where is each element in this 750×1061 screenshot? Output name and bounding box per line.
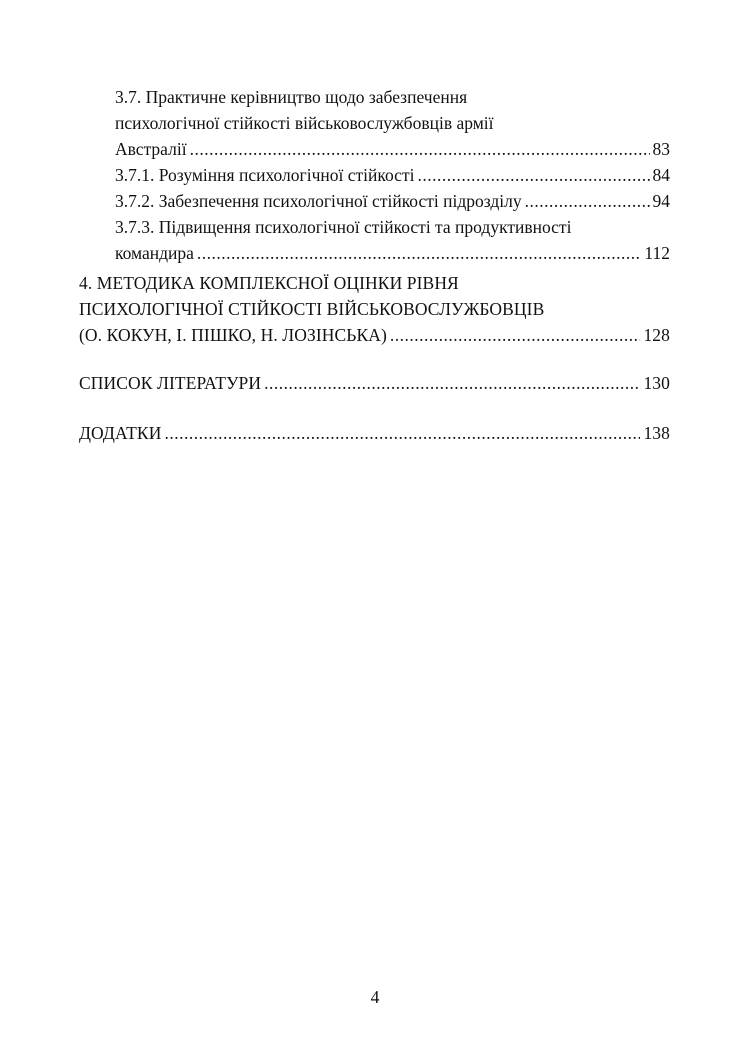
toc-entry-references <box>79 370 670 396</box>
dot-leader <box>525 188 650 214</box>
toc-entry-text: 4. МЕТОДИКА КОМПЛЕКСНОЇ ОЦІНКИ РІВНЯ <box>79 273 459 293</box>
toc-entry-text: 3.7.1. Розуміння психологічної стійкості <box>115 165 415 185</box>
dot-leader <box>390 322 641 348</box>
toc-entry-text: командира <box>115 243 194 263</box>
toc-entry-3-7-3-line-2 <box>79 240 670 266</box>
toc-entry-text: ПСИХОЛОГІЧНОЇ СТІЙКОСТІ ВІЙСЬКОВОСЛУЖБОВЦІВ <box>79 299 545 319</box>
toc-entry-4-line-2 <box>79 296 670 322</box>
toc-page-number: 128 <box>643 325 670 345</box>
dot-leader <box>197 240 641 266</box>
page-number: 4 <box>370 987 380 1007</box>
toc-entry-3-7-line-3 <box>79 136 670 162</box>
toc-entry-3-7-line-1 <box>79 84 670 110</box>
toc-entry-3-7-3-line-1 <box>79 214 670 240</box>
toc-entry-text: 3.7.2. Забезпечення психологічної стійкості підрозділу <box>115 191 522 211</box>
toc-entry-3-7-1 <box>79 162 670 188</box>
toc-entry-text: (О. КОКУН, І. ПІШКО, Н. ЛОЗІНСЬКА) <box>79 325 387 345</box>
toc-page-number: 94 <box>652 191 670 211</box>
dot-leader <box>417 162 649 188</box>
dot-leader <box>164 420 640 446</box>
toc-entry-text: 3.7.3. Підвищення психологічної стійкості та продуктивності <box>115 217 572 237</box>
toc-entry-text: Австралії <box>115 139 187 159</box>
dot-leader <box>264 370 640 396</box>
toc-entry-3-7-line-2 <box>79 110 670 136</box>
toc-entry-text: 3.7. Практичне керівництво щодо забезпечення <box>115 87 468 107</box>
toc-entry-text: ДОДАТКИ <box>79 423 162 443</box>
toc-page-number: 83 <box>652 139 670 159</box>
toc-page-number: 130 <box>643 373 670 393</box>
toc-entry-text: психологічної стійкості військовослужбовців армії <box>115 113 494 133</box>
toc-entry-4-line-3 <box>79 322 670 348</box>
dot-leader <box>190 136 650 162</box>
toc-entry-4-line-1 <box>79 270 670 296</box>
toc-page-number: 84 <box>652 165 670 185</box>
toc-page-number: 112 <box>644 243 670 263</box>
toc-entry-appendices <box>79 420 670 446</box>
toc-entry-3-7-2 <box>79 188 670 214</box>
table-of-contents <box>79 84 670 446</box>
toc-entry-text: СПИСОК ЛІТЕРАТУРИ <box>79 373 262 393</box>
toc-page-number: 138 <box>643 423 670 443</box>
